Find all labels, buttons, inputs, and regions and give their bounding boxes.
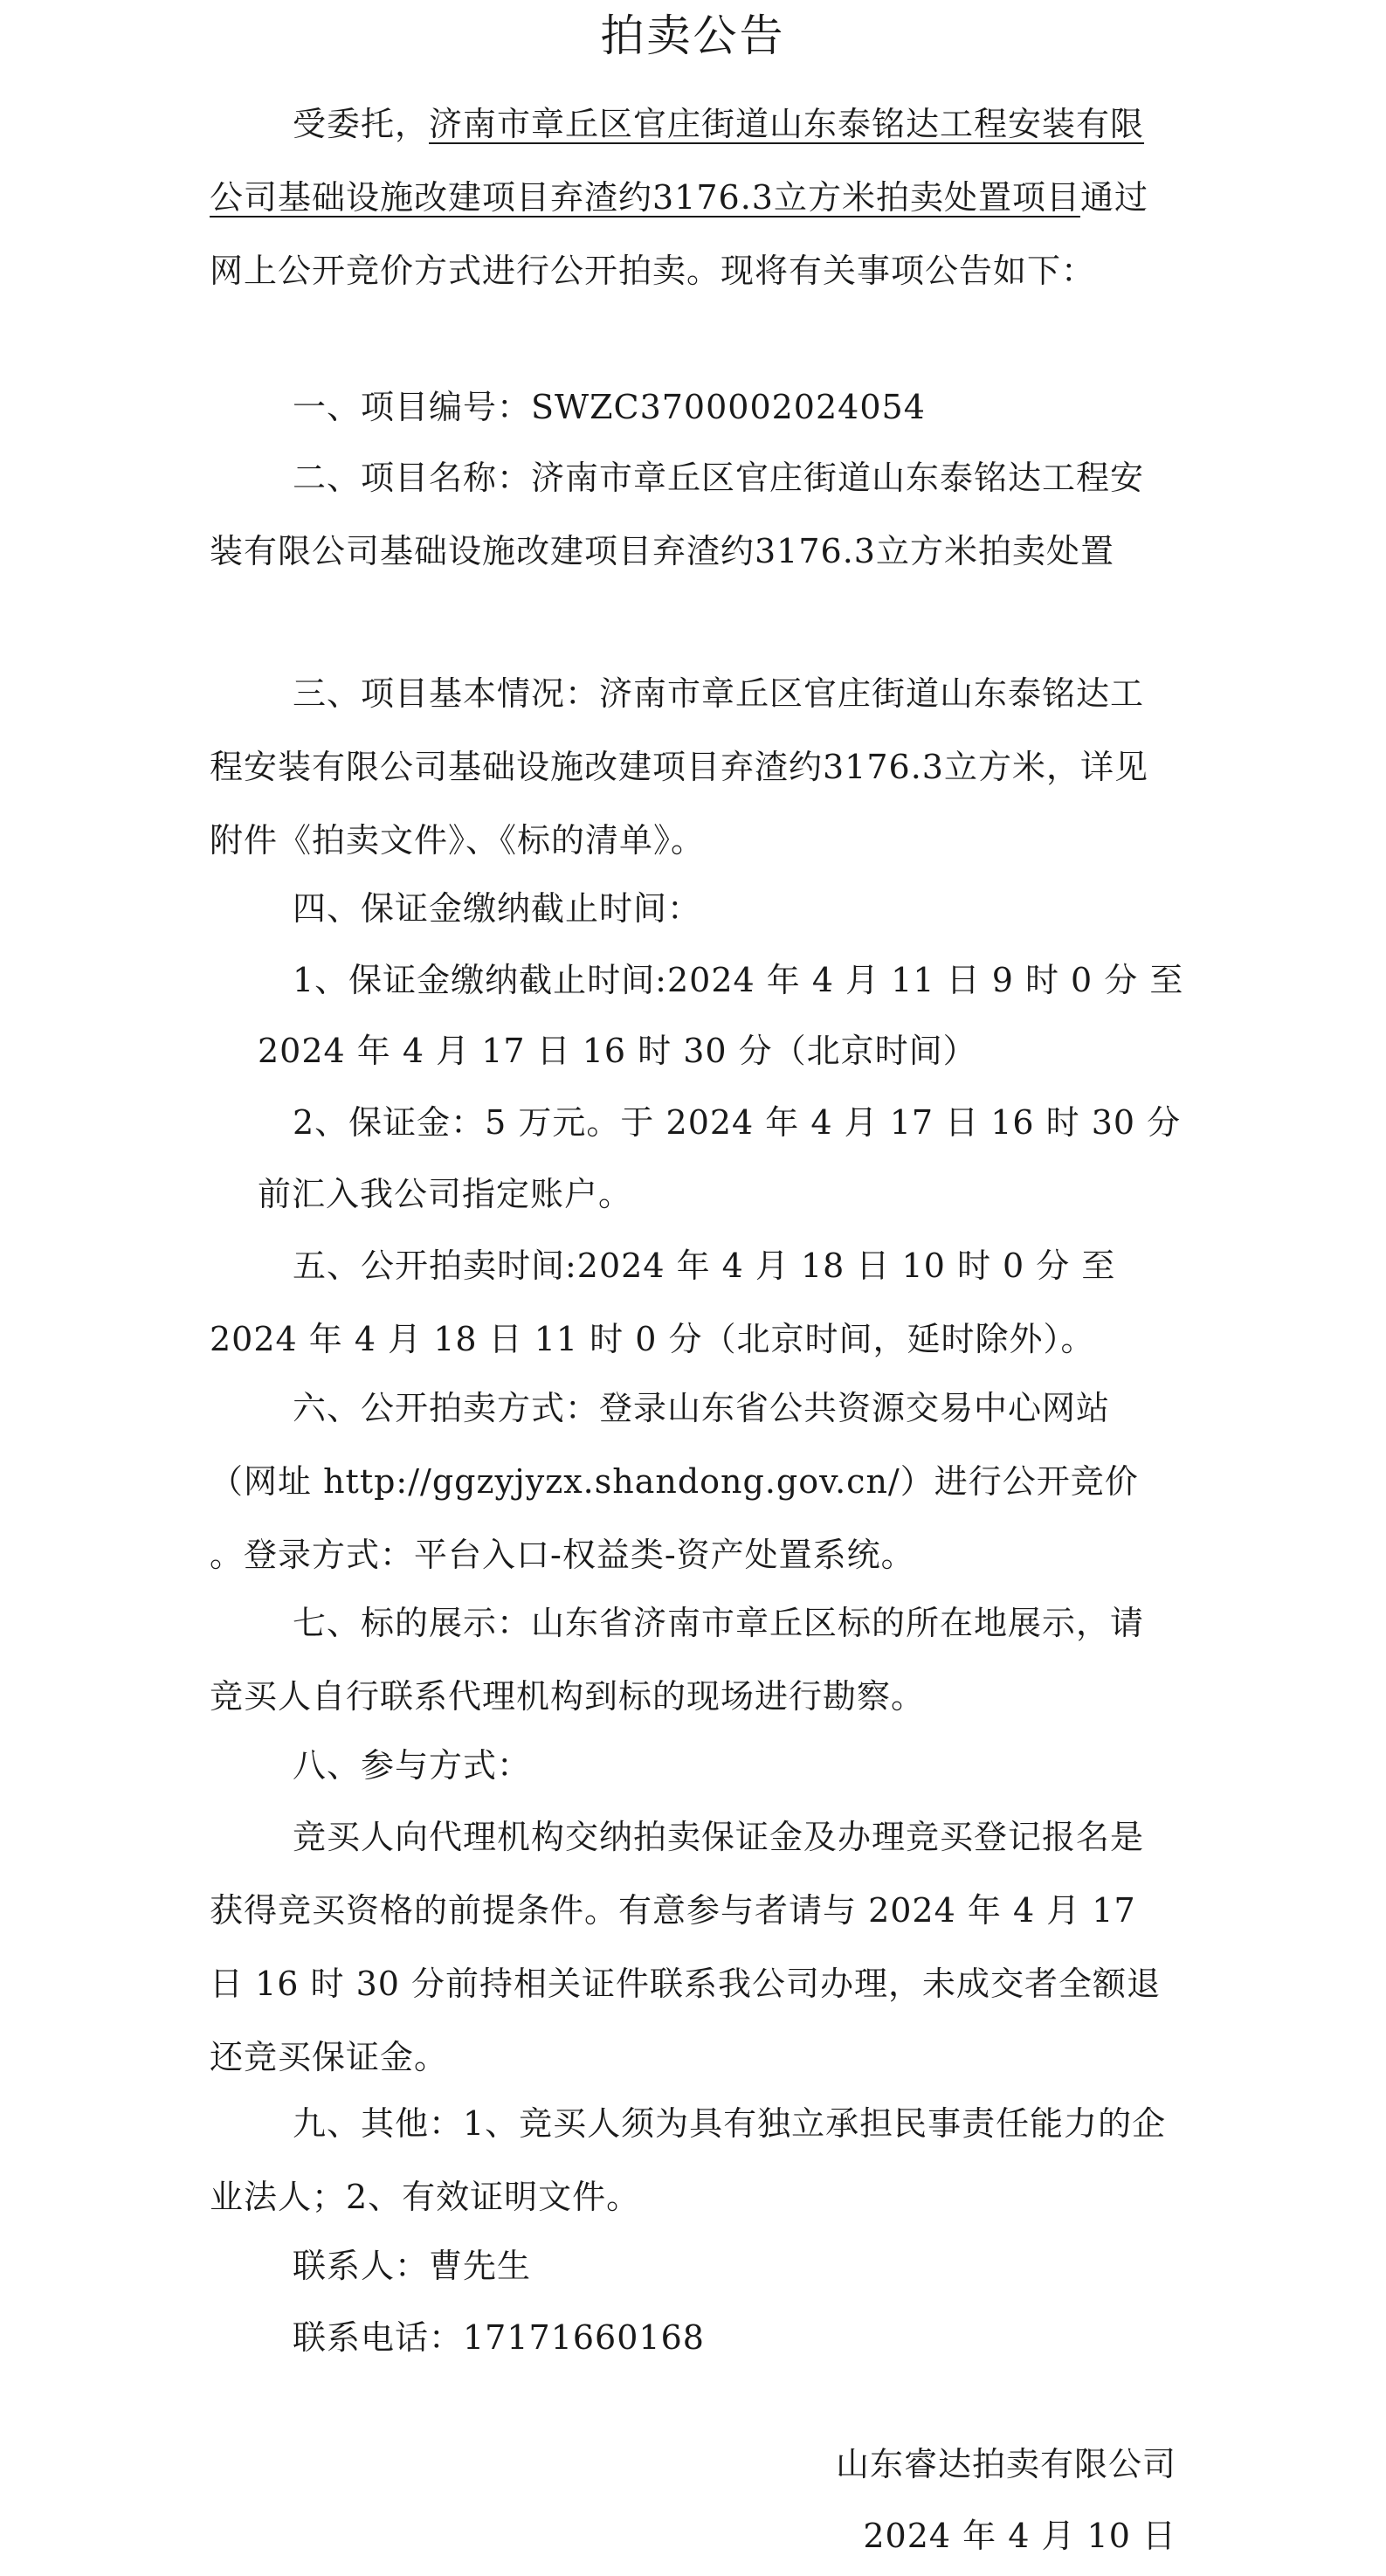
- intro-suffix: 通过网上公开竞价方式进行公开拍卖。现将有关事项公告如下：: [210, 178, 1148, 290]
- deposit-deadline-line-2: 2024 年 4 月 17 日 16 时 30 分（北京时间）: [258, 1032, 977, 1070]
- company-signature: 山东睿达拍卖有限公司: [835, 2445, 1176, 2483]
- other-requirements: 九、其他：1、竞买人须为具有独立承担民事责任能力的企业法人；2、有效证明文件。: [210, 2104, 1167, 2216]
- deposit-amount-line-2: 前汇入我公司指定账户。: [258, 1175, 633, 1213]
- deposit-heading: 四、保证金缴纳截止时间：: [293, 889, 702, 928]
- project-number: 一、项目编号：SWZC3700002024054: [293, 388, 926, 426]
- page-title: 拍卖公告: [600, 10, 786, 61]
- contact-person: 联系人：曹先生: [293, 2247, 532, 2285]
- participation-heading: 八、参与方式：: [293, 1746, 532, 1785]
- auction-time: 五、公开拍卖时间:2024 年 4 月 18 日 10 时 0 分 至 2024 年 4 月 18 日 11 时 0 分（北京时间，延时除外）。: [210, 1247, 1116, 1358]
- intro-paragraph: [210, 87, 1177, 307]
- entrusted-item: 济南市章丘区官庄街道山东泰铭达工程安装有限公司基础设施改建项目弃渣约3176.3立方米拍卖处置项目: [210, 105, 1145, 217]
- participation-body: 竞买人向代理机构交纳拍卖保证金及办理竞买登记报名是获得竞买资格的前提条件。有意参与者请与 2024 年 4 月 17 日 16 时 30 分前持相关证件联系我公司办理，未成交者全额退还竞买保证金。: [210, 1818, 1162, 2076]
- signature-date: 2024 年 4 月 10 日: [863, 2517, 1176, 2555]
- project-basic-info: 三、项目基本情况：济南市章丘区官庄街道山东泰铭达工程安装有限公司基础设施改建项目弃渣约3176.3立方米，详见附件《拍卖文件》、《标的清单》。: [210, 674, 1148, 860]
- display-info: 七、标的展示：山东省济南市章丘区标的所在地展示，请竞买人自行联系代理机构到标的现场进行勘察。: [210, 1604, 1145, 1716]
- project-name: 二、项目名称：济南市章丘区官庄街道山东泰铭达工程安装有限公司基础设施改建项目弃渣约3176.3立方米拍卖处置: [210, 459, 1145, 570]
- auction-method: 六、公开拍卖方式：登录山东省公共资源交易中心网站（网址 http://ggzyjyzx.shandong.gov.cn/）进行公开竞价 。登录方式：平台入口-权益类-资产处置系统。: [210, 1389, 1139, 1574]
- deposit-deadline-line-1: 1、保证金缴纳截止时间:2024 年 4 月 11 日 9 时 0 分 至: [293, 961, 1184, 999]
- deposit-amount-line-1: 2、保证金：5 万元。于 2024 年 4 月 17 日 16 时 30 分: [293, 1103, 1182, 1142]
- intro-prefix: 受委托，: [293, 105, 430, 143]
- contact-phone: 联系电话：17171660168: [293, 2318, 705, 2357]
